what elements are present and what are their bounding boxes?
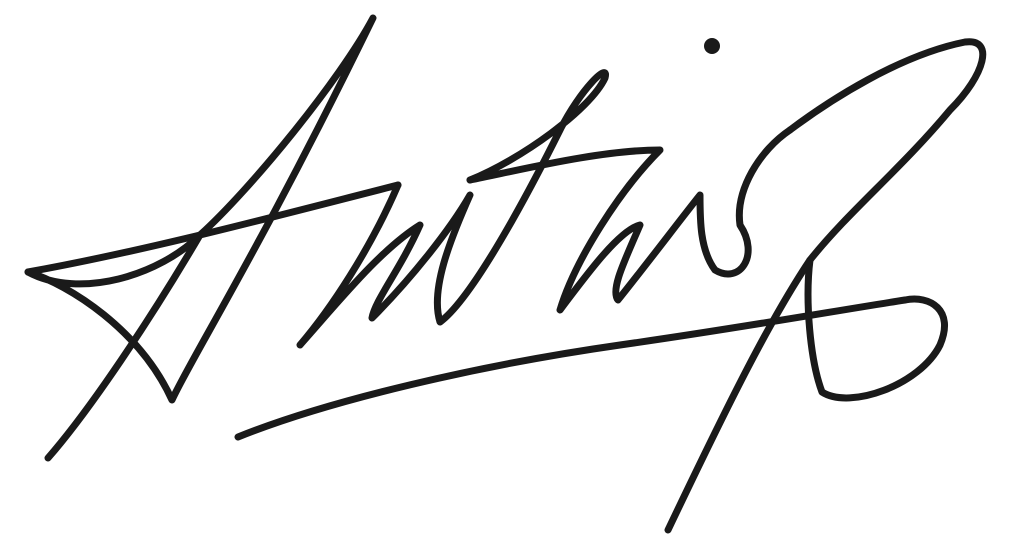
signature-stroke-loop-right xyxy=(808,260,944,398)
signature-stroke-hook xyxy=(668,42,983,530)
signature-stroke-a-descender xyxy=(48,235,200,458)
signature-i-dot xyxy=(704,38,720,54)
signature-underline xyxy=(238,300,905,437)
signature-stroke-crossbar xyxy=(28,185,398,272)
signature-stroke-a-loop xyxy=(28,18,373,400)
